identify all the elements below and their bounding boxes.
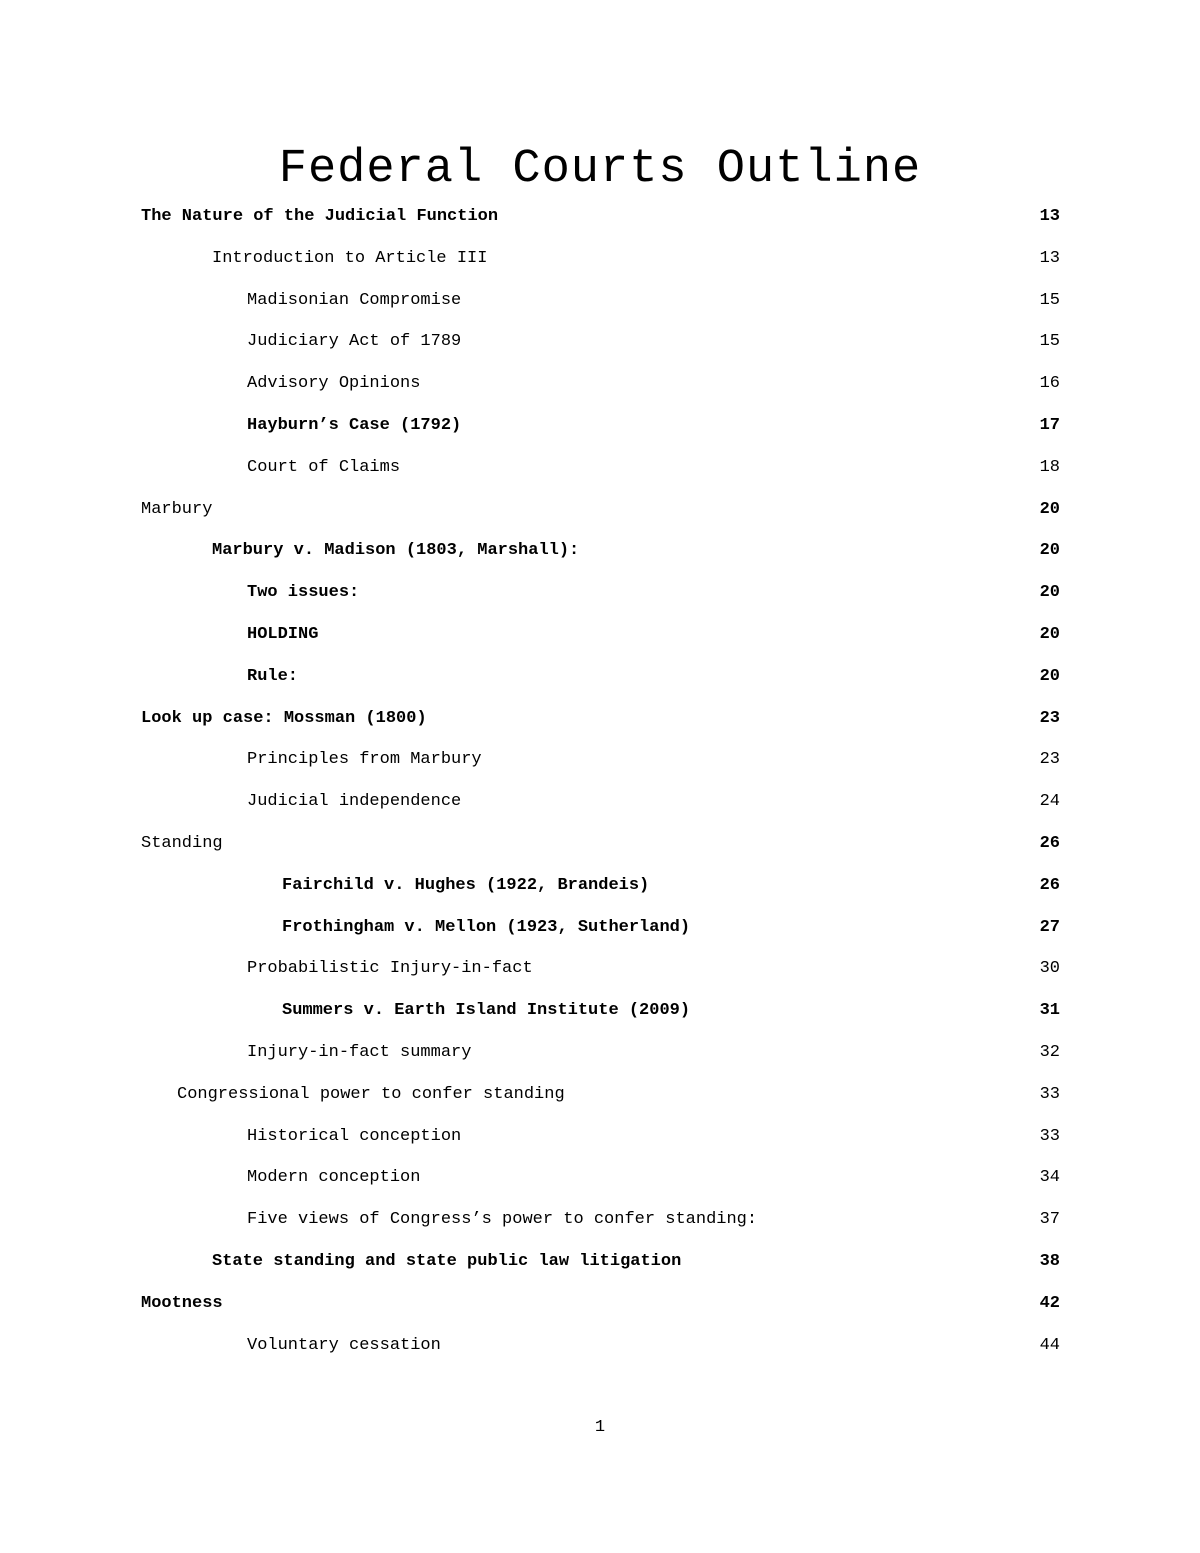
toc-entry[interactable] [0,781,1200,823]
toc-entry[interactable] [0,907,1200,949]
toc-entry-page-number: 23 [1039,708,1060,728]
toc-entry[interactable] [0,1157,1200,1199]
page-number: 1 [594,1418,606,1437]
toc-entry-page-number: 26 [1039,833,1060,853]
toc-entry-title: Historical conception [247,1126,462,1146]
toc-entry-page-number: 26 [1039,875,1060,895]
toc-entry[interactable] [0,948,1200,990]
toc-entry[interactable] [0,739,1200,781]
toc-entry-title: Modern conception [247,1168,421,1188]
toc-entry-title: Advisory Opinions [247,374,421,394]
toc-entry-page-number: 17 [1039,415,1060,435]
toc-entry-title: HOLDING [247,624,319,644]
toc-entry[interactable] [0,656,1200,698]
toc-entry-title: Hayburn’s Case (1792) [247,415,462,435]
toc-entry-page-number: 20 [1039,624,1060,644]
toc-entry[interactable] [0,1325,1200,1367]
toc-entry-page-number: 20 [1039,541,1060,561]
toc-entry-title: Voluntary cessation [247,1335,441,1355]
toc-entry-page-number: 13 [1039,248,1060,268]
toc-entry-page-number: 24 [1039,792,1060,812]
toc-entry-title: State standing and state public law litigation [212,1251,682,1271]
toc-entry-title: Principles from Marbury [247,750,482,770]
toc-entry[interactable] [0,405,1200,447]
toc-entry-title: Frothingham v. Mellon (1923, Sutherland) [282,917,691,937]
toc-entry-title: Injury-in-fact summary [247,1042,472,1062]
toc-entry[interactable] [0,489,1200,531]
toc-entry-page-number: 20 [1039,499,1060,519]
toc-entry[interactable] [0,363,1200,405]
toc-entry[interactable] [0,530,1200,572]
toc-entry[interactable] [0,447,1200,489]
toc-entry-page-number: 37 [1039,1210,1060,1230]
toc-entry-title: Congressional power to confer standing [177,1084,565,1104]
toc-entry-page-number: 20 [1039,666,1060,686]
toc-entry-title: Probabilistic Injury-in-fact [247,959,533,979]
toc-entry-page-number: 15 [1039,332,1060,352]
toc-entry[interactable] [0,238,1200,280]
toc-entry-title: Marbury [141,499,213,519]
toc-entry-page-number: 34 [1039,1168,1060,1188]
toc-entry-title: Fairchild v. Hughes (1922, Brandeis) [282,875,650,895]
toc-entry[interactable] [0,865,1200,907]
toc-entry-title: Standing [141,833,223,853]
toc-entry[interactable] [0,1032,1200,1074]
toc-entry-page-number: 42 [1039,1293,1060,1313]
toc-entry[interactable] [0,1283,1200,1325]
toc-entry[interactable] [0,698,1200,740]
toc-entry-page-number: 20 [1039,583,1060,603]
toc-entry-page-number: 44 [1039,1335,1060,1355]
toc-entry-title: Introduction to Article III [212,248,488,268]
toc-entry-page-number: 18 [1039,457,1060,477]
toc-entry[interactable] [0,990,1200,1032]
document-title: Federal Courts Outline [278,143,922,196]
toc-entry-page-number: 30 [1039,959,1060,979]
toc-entry[interactable] [0,823,1200,865]
toc-entry-title: Summers v. Earth Island Institute (2009) [282,1001,691,1021]
toc-entry[interactable] [0,1199,1200,1241]
toc-entry-title: Madisonian Compromise [247,290,462,310]
toc-entry[interactable] [0,1241,1200,1283]
toc-entry-page-number: 31 [1039,1001,1060,1021]
toc-entry[interactable] [0,1116,1200,1158]
toc-entry-page-number: 33 [1039,1084,1060,1104]
toc-entry[interactable] [0,280,1200,322]
toc-entry-title: Marbury v. Madison (1803, Marshall): [212,541,580,561]
toc-entry[interactable] [0,572,1200,614]
toc-entry-page-number: 32 [1039,1042,1060,1062]
toc-entry[interactable] [0,321,1200,363]
toc-entry-page-number: 16 [1039,374,1060,394]
toc-entry-page-number: 15 [1039,290,1060,310]
toc-entry-title: The Nature of the Judicial Function [141,207,499,226]
table-of-contents [0,196,1200,1366]
toc-entry-title: Rule: [247,666,299,686]
toc-entry-title: Five views of Congress’s power to confer standing: [247,1210,758,1230]
toc-entry-page-number: 27 [1039,917,1060,937]
toc-entry-title: Mootness [141,1293,223,1313]
toc-entry[interactable] [0,1074,1200,1116]
toc-entry-title: Judicial independence [247,792,462,812]
toc-entry[interactable] [0,196,1200,238]
toc-entry-page-number: 13 [1039,207,1060,226]
toc-entry-title: Two issues: [247,583,360,603]
toc-entry-page-number: 38 [1039,1251,1060,1271]
toc-entry-page-number: 23 [1039,750,1060,770]
toc-entry-page-number: 33 [1039,1126,1060,1146]
toc-entry-title: Look up case: Mossman (1800) [141,708,427,728]
toc-entry-title: Court of Claims [247,457,401,477]
toc-entry[interactable] [0,614,1200,656]
toc-entry-title: Judiciary Act of 1789 [247,332,462,352]
